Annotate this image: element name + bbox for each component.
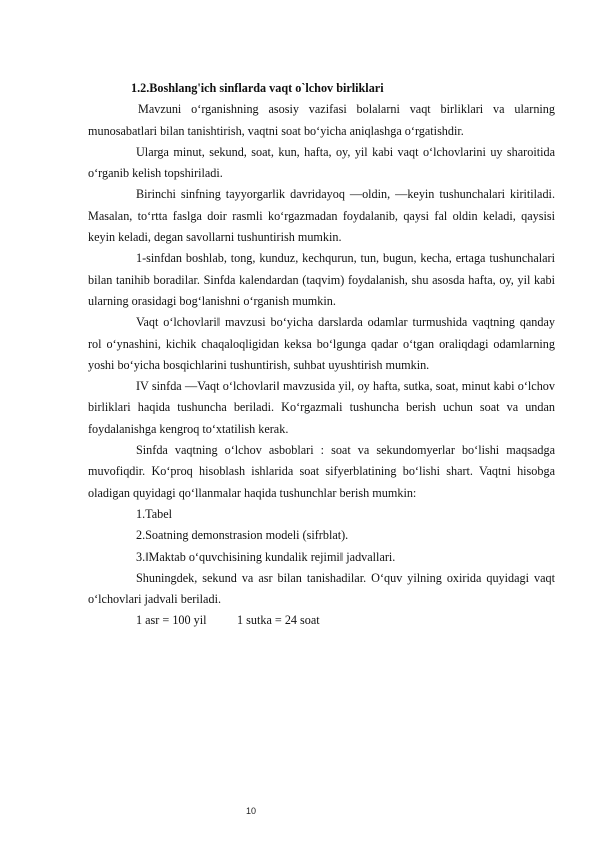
list-item: 1.Tabel: [136, 506, 173, 521]
paragraph-instruments: Sinfda vaqtning o‘lchov asboblari : soat va sekundomyerlar bo‘lishi maqsadga muvofiqdir. Ko‘proq hisoblash ishlarida soat sifyerblatining bo‘lishi shart. Vaqtni hisobga oladigan quyidagi qo‘llanmalar haqida tushunchlar berish mumkin:: [88, 443, 555, 500]
paragraph-units: Ularga minut, sekund, soat, kun, hafta, oy, yil kabi vaqt o‘lchovlarini uy sharoitida o‘rganib kelish topshiriladi.: [88, 144, 555, 181]
list-item: 3.‖Maktab o‘quvchisining kundalik rejimi‖ jadvallari.: [136, 549, 396, 564]
document-page: [88, 78, 555, 632]
list-item: 2.Soatning demonstrasion modeli (sifrblat).: [136, 528, 349, 543]
paragraph-lessons: Vaqt o‘lchovlari‖ mavzusi bo‘yicha darslarda odamlar turmushida vaqtning qanday rol o‘ynashini, kichik chaqaloqligidan keksa bo‘lgunga qadar o‘tgan oraliqdagi odamlarning yoshi bo‘yicha bosqichlarini tushuntirish, suhbat uyushtirish mumkin.: [88, 315, 555, 372]
paragraph-closing: Shuningdek, sekund va asr bilan tanishadilar. O‘quv yilning oxirida quyidagi vaqt o‘lchovlari jadvali beriladi.: [88, 570, 555, 607]
paragraph-fourth-grade: IV sinfda ―Vaqt o‘lchovlari‖ mavzusida yil, oy hafta, sutka, soat, minut kabi o‘lchov birliklari haqida tushuncha beriladi. Ko‘rgazmali tushuncha berish uchun soat va undan foydalanishga kengroq to‘xtatilish kerak.: [88, 379, 555, 436]
paragraph-before-after: Birinchi sinfning tayyorgarlik davridayoq ―oldin, ―keyin tushunchalari kiritiladi. Masalan, to‘rtta faslga doir rasmli ko‘rgazmadan foydalanib, qaysi fal oldin keladi, qaysisi keyin keladi, degan savollarni tushuntirish mumkin.: [88, 187, 555, 245]
section-heading: 1.2.Boshlang'ich sinflarda vaqt o`lchov birliklari: [131, 81, 384, 95]
time-units-line: 1 asr = 100 yil 1 sutka = 24 soat: [136, 613, 320, 628]
paragraph-intro: Mavzuni o‘rganishning asosiy vazifasi bolalarni vaqt birliklari va ularning munosabatlari bilan tanishtirish, vaqtni soat bo‘yicha aniqlashga o‘rgatishdir.: [88, 102, 555, 138]
paragraph-first-grade: 1-sinfdan boshlab, tong, kunduz, kechqurun, tun, bugun, kecha, ertaga tushunchalari bilan tanihib boradilar. Sinfda kalendardan (taqvim) foydalanish, shu asosda hafta, oy, yil kabi ularning orasidagi bog‘lanishni o‘rganish mumkin.: [88, 251, 555, 308]
page-number: 10: [246, 806, 257, 816]
